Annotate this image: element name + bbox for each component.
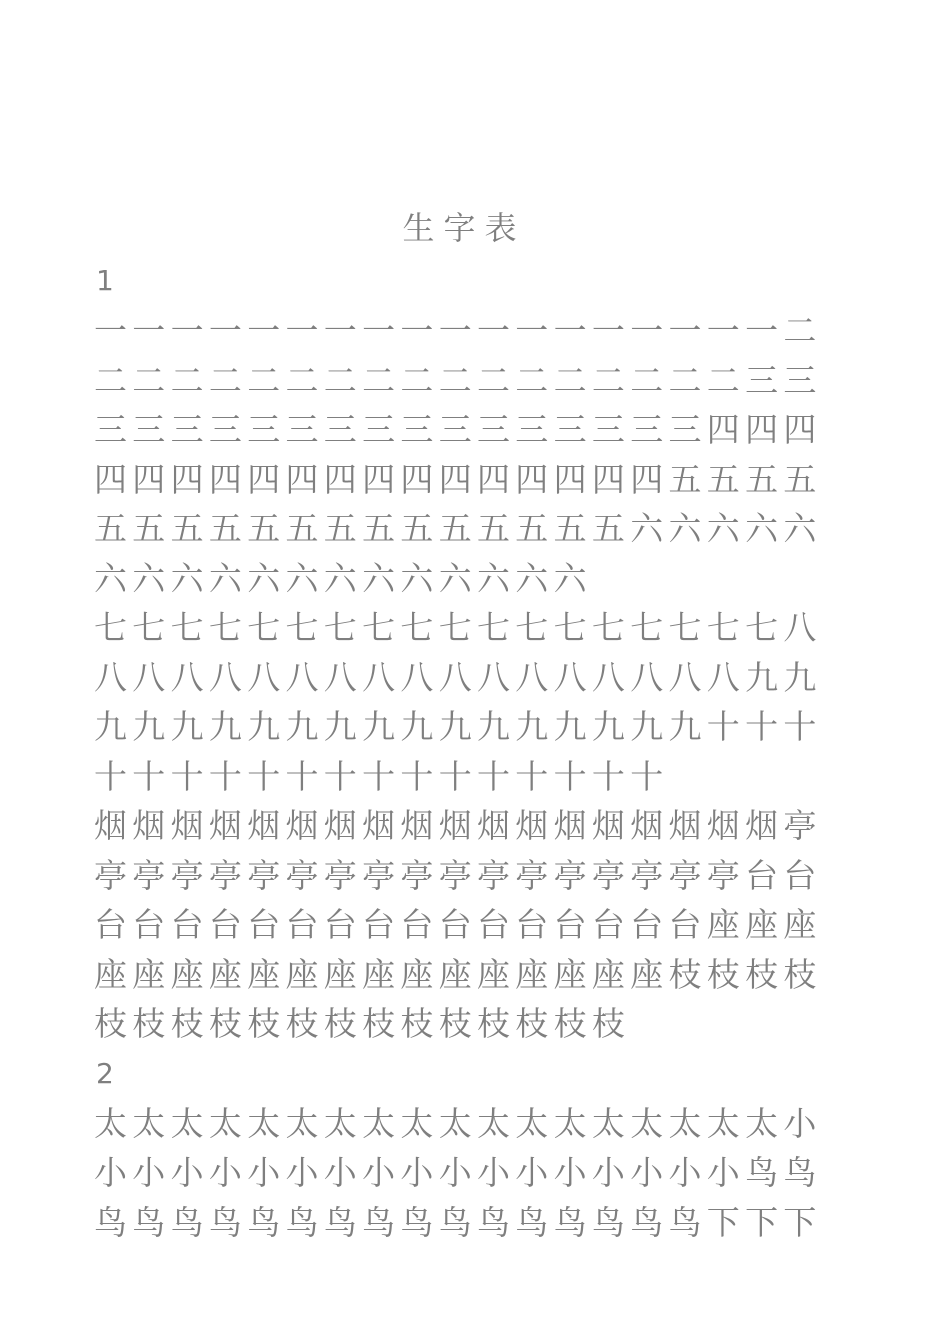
character-line: 枝枝枝枝枝枝枝枝枝枝枝枝枝枝 [94,1004,631,1043]
character-line: 台台台台台台台台台台台台台台台台座座座 [94,905,822,944]
character-line: 七七七七七七七七七七七七七七七七七七八 [94,608,822,647]
character-line: 三三三三三三三三三三三三三三三三四四四 [94,410,822,449]
character-line: 八八八八八八八八八八八八八八八八八九九 [94,657,822,697]
section-1 [94,256,834,1049]
character-line: 五五五五五五五五五五五五五五六六六六六 [94,509,822,548]
character-line: 太太太太太太太太太太太太太太太太太太小 [94,1103,822,1143]
section-number: 2 [96,1056,114,1090]
character-line: 九九九九九九九九九九九九九九九九十十十 [94,707,822,746]
section-2 [94,1049,834,1248]
character-block [94,603,834,801]
character-line: 座座座座座座座座座座座座座座座枝枝枝枝 [94,954,822,994]
page-title: 生字表 [402,209,526,247]
character-block [94,1099,834,1248]
character-line: 一一一一一一一一一一一一一一一一一一二 [94,311,822,350]
section-number: 1 [96,264,114,297]
character-line: 十十十十十十十十十十十十十十十 [94,756,669,796]
character-line: 亭亭亭亭亭亭亭亭亭亭亭亭亭亭亭亭亭台台 [94,855,822,895]
character-line: 四四四四四四四四四四四四四四四五五五五 [94,459,822,499]
character-line: 六六六六六六六六六六六六六 [94,558,592,598]
character-line: 鸟鸟鸟鸟鸟鸟鸟鸟鸟鸟鸟鸟鸟鸟鸟鸟下下下 [94,1202,822,1242]
character-line: 二二二二二二二二二二二二二二二二二三三 [94,360,822,400]
character-line: 烟烟烟烟烟烟烟烟烟烟烟烟烟烟烟烟烟烟亭 [94,806,822,845]
character-block [94,306,834,603]
character-line: 小小小小小小小小小小小小小小小小小鸟鸟 [94,1153,822,1192]
document-page [94,200,834,1247]
character-block [94,801,834,1049]
